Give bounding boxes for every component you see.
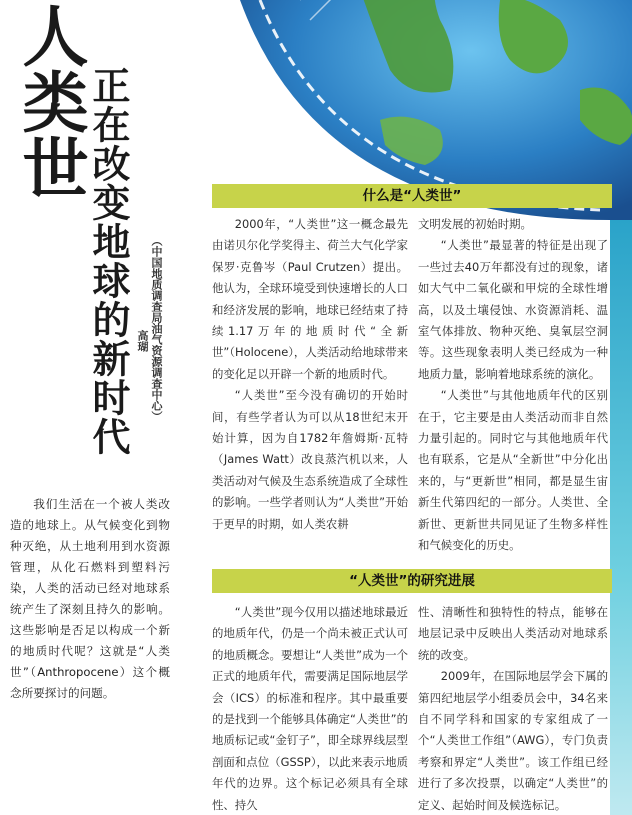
- section1-left-paragraph: “人类世”至今没有确切的开始时间，有些学者认为可以从18世纪末开始计算，因为自1782年詹姆斯·瓦特（James Watt）改良蒸汽机以来，人类活动对气候及生态系统造成了全球性的影响。一些学者则认为“人类世”开始于更早的时期，如人类农耕: [212, 388, 408, 531]
- article-subtitle: 正在改变地球的新时代: [86, 66, 130, 456]
- section2-right-paragraph: 2009年，在国际地层学会下属的第四纪地层学小组委员会中，34名来自不同学科和国家的专家组成了一个“人类世工作组”（AWG），专门负责考察和界定“人类世”。该工作组已经进行了多次投票，以确定“人类世”的定义、起始时间及候选标记。: [418, 669, 608, 812]
- section1-left-column: [212, 214, 408, 535]
- section-heading-research: “人类世”的研究进展: [212, 569, 612, 593]
- section1-right-paragraph: “人类世”最显著的特征是出现了一些过去40万年都没有过的现象，诸如大气中二氧化碳和甲烷的全球性增高，以及土壤侵蚀、水资源消耗、温室气体排放、物种灭绝、臭氧层空洞等。这些现象表明人类已经成为一种地质力量，影响着地球系统的演化。: [418, 238, 608, 381]
- section-heading-what-is: 什么是“人类世”: [212, 184, 612, 208]
- section2-left-column: [212, 602, 408, 815]
- section2-right-paragraph: 性、清晰性和独特性的特点，能够在地层记录中反映出人类活动对地球系统的改变。: [418, 605, 608, 662]
- section1-right-paragraph: “人类世”与其他地质年代的区别在于，它主要是由人类活动而非自然力量引起的。同时它与其他地质年代也有联系，它是从“全新世”中分化出来的，与“更新世”相同，都是显生宙新生代第四纪的一部分。人类世、全新世、更新世共同见证了生物多样性和气候变化的历史。: [418, 388, 608, 553]
- intro-paragraph: [10, 494, 170, 704]
- section1-right-column: [418, 214, 608, 557]
- section2-right-column: [418, 602, 608, 815]
- author-name: 高瑚: [136, 330, 149, 352]
- article-title: 人类世: [11, 2, 88, 200]
- section1-right-paragraph: 文明发展的初始时期。: [418, 217, 532, 231]
- section1-left-paragraph: 2000年，“人类世”这一概念最先由诺贝尔化学奖得主、荷兰大气化学家保罗·克鲁岑（Paul Crutzen）提出。他认为，全球环境受到快速增长的人口和经济发展的影响，地球已经结束了持续1.17万年的地质时代“全新世”（Holocene），人类活动给地球带来的变化足以开辟一个新的地质时代。: [212, 217, 408, 381]
- author-organization: （中国地质调查局油气资源调查中心）: [150, 235, 163, 422]
- intro-text: 我们生活在一个被人类改造的地球上。从气候变化到物种灭绝，从土地利用到水资源管理，从化石燃料到塑料污染，人类的活动已经对地球系统产生了深刻且持久的影响。这些影响是否足以构成一个新的地质时代呢？这就是“人类世”（Anthropocene）这个概念所要探讨的问题。: [10, 497, 170, 700]
- decorative-edge-band: [610, 220, 632, 815]
- section2-left-paragraph: “人类世”现今仅用以描述地球最近的地质年代，仍是一个尚未被正式认可的地质概念。要想让“人类世”成为一个正式的地质年代，需要满足国际地层学会（ICS）的标准和程序。其中最重要的是找到一个能够具体确定“人类世”的地质标记或“金钉子”，即全球界线层型剖面和点位（GSSP），以此来表示地质年代的边界。这个标记必须具有全球性、持久: [212, 605, 408, 812]
